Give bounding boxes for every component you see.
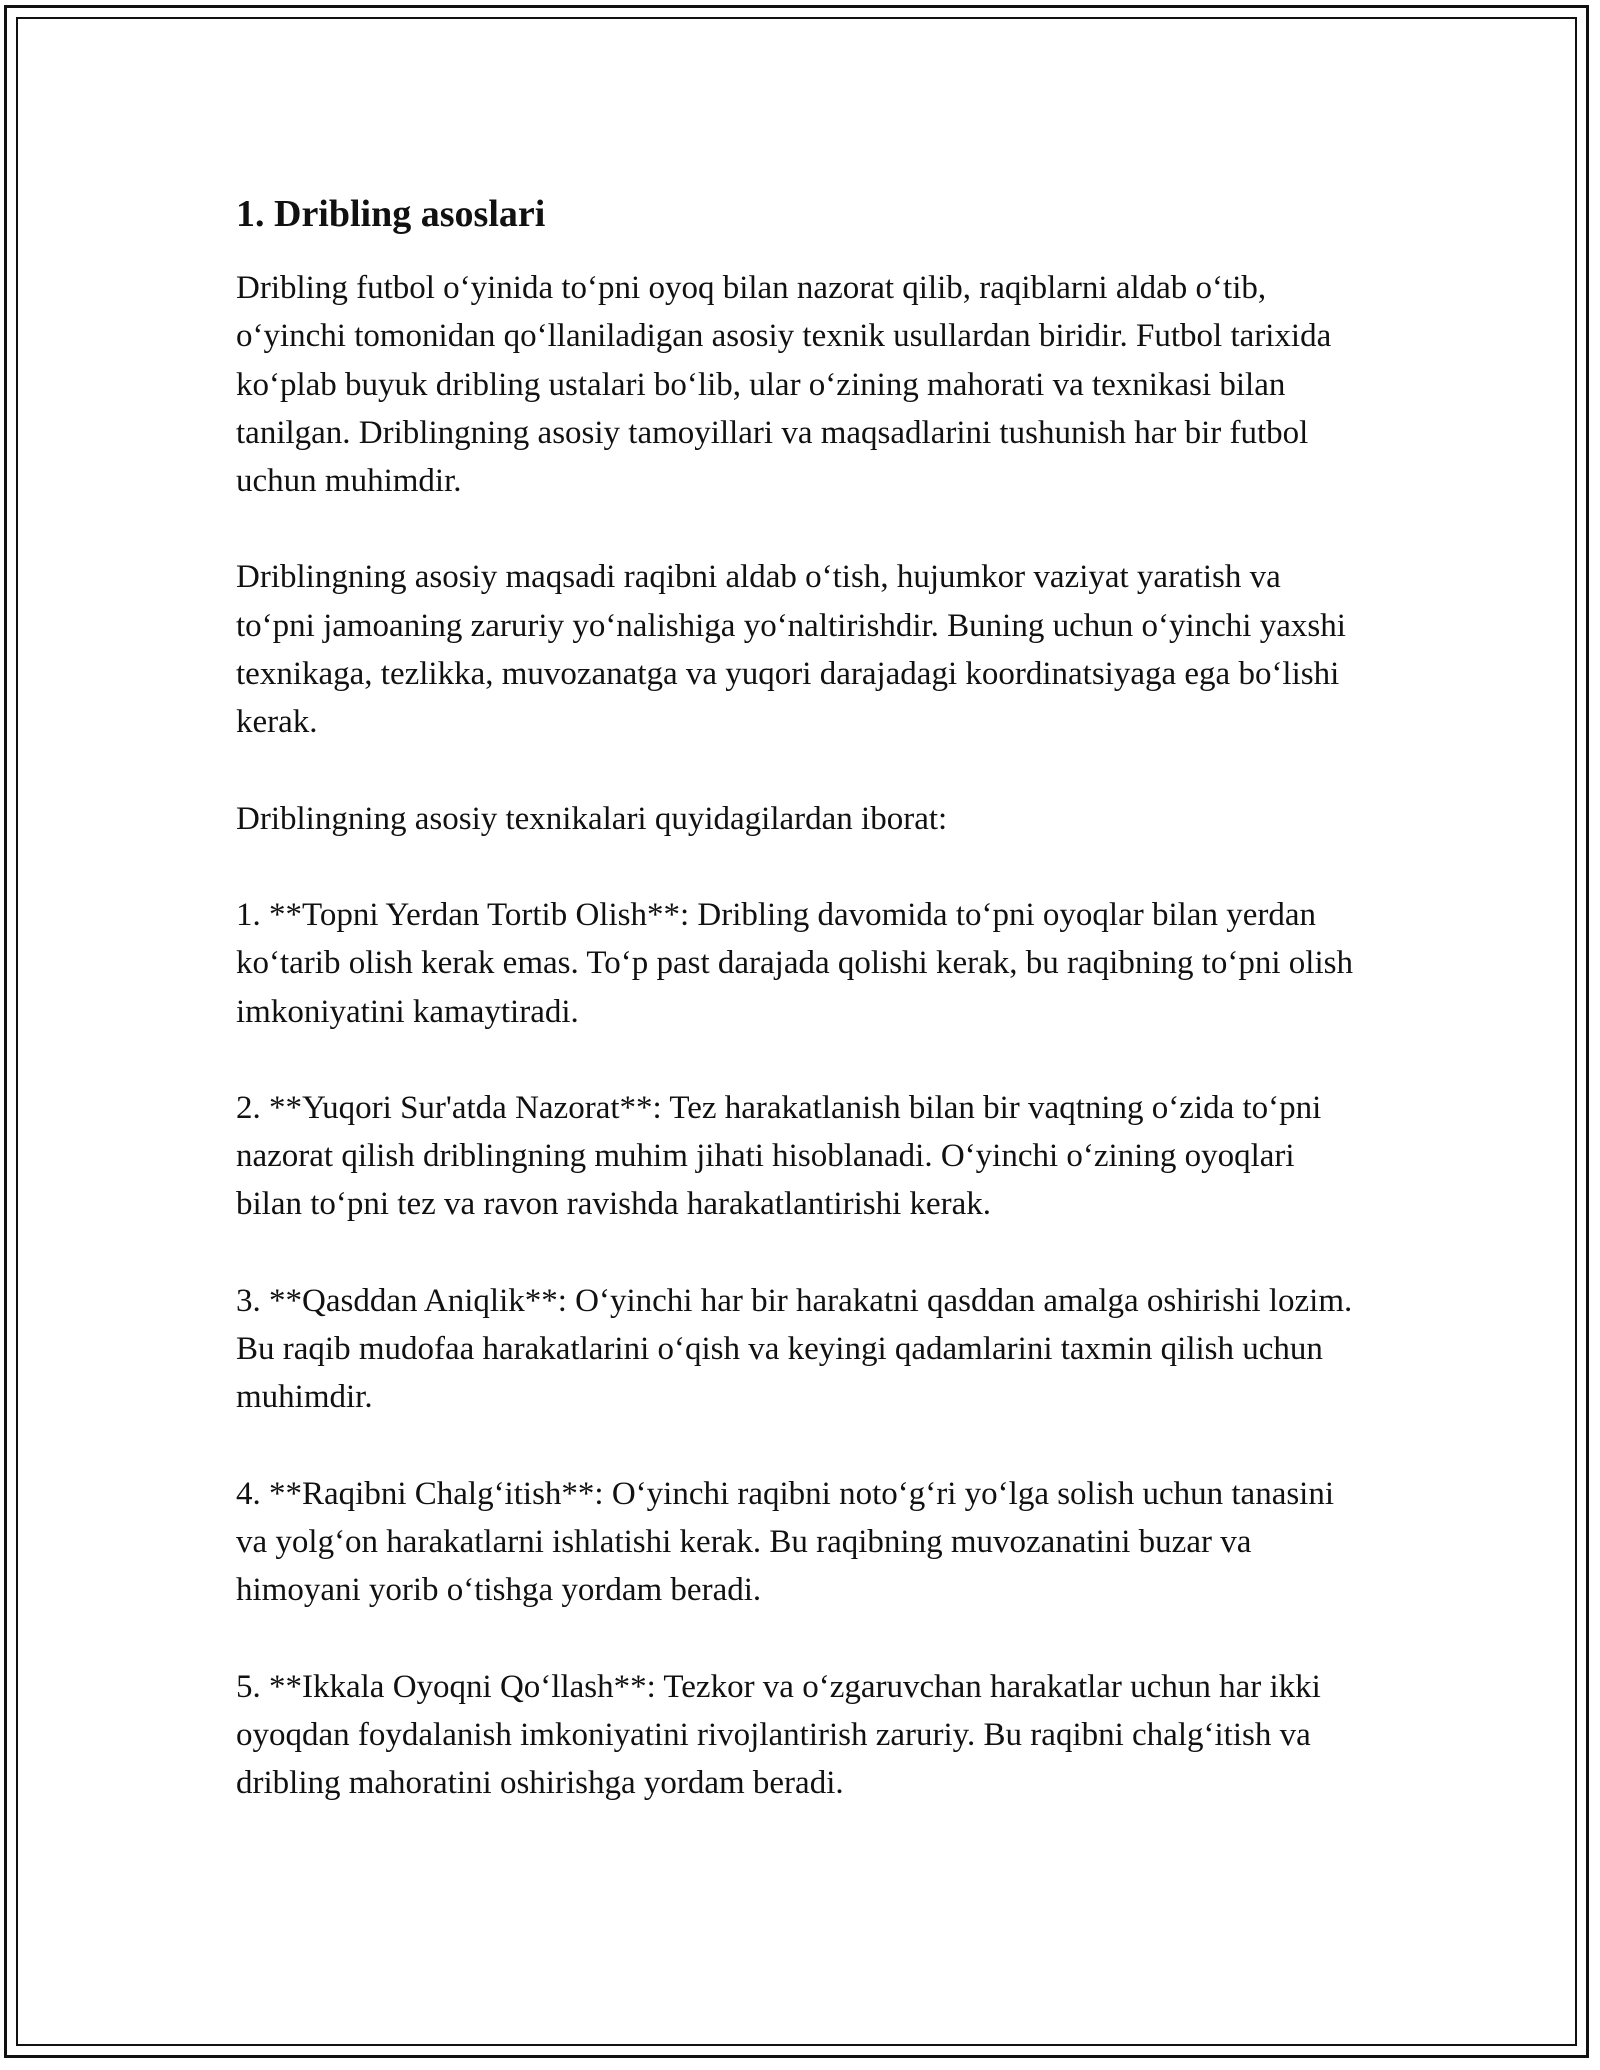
paragraph-intro: Dribling futbol o‘yinida to‘pni oyoq bilan nazorat qilib, raqiblarni aldab o‘tib, o‘yinchi tomonidan qo‘llaniladigan asosiy texnik usullardan biridir. Futbol tarixida ko‘plab buyuk dribling ustalari bo‘lib, ular o‘zining mahorati va texnikasi bilan tanilgan. Driblingning asosiy tamoyillari va maqsadlarini tushunish har bir futbol uchun muhimdir. [236, 270, 1332, 500]
section-heading: 1. Dribling asoslari [236, 193, 546, 235]
list-item-technique-1: 1. **Topni Yerdan Tortib Olish**: Dribling davomida to‘pni oyoqlar bilan yerdan ko‘tarib olish kerak emas. To‘p past darajada qolishi kerak, bu raqibning to‘pni olish imkoniyatini kamaytiradi. [236, 896, 1353, 1030]
paragraph-techniques-intro: Driblingning asosiy texnikalari quyidagilardan iborat: [236, 800, 948, 837]
list-item-technique-3: 3. **Qasddan Aniqlik**: O‘yinchi har bir harakatni qasddan amalga oshirishi lozim. Bu raqib mudofaa harakatlarini o‘qish va keyingi qadamlarini taxmin qilish uchun muhimdir. [236, 1282, 1353, 1416]
list-item-technique-2: 2. **Yuqori Sur'atda Nazorat**: Tez harakatlanish bilan bir vaqtning o‘zida to‘pni nazorat qilish driblingning muhim jihati hisoblanadi. O‘yinchi o‘zining oyoqlari bilan to‘pni tez va ravon ravishda harakatlantirishi kerak. [236, 1089, 1322, 1223]
list-item-technique-4: 4. **Raqibni Chalg‘itish**: O‘yinchi raqibni noto‘g‘ri yo‘lga solish uchun tanasini va yolg‘on harakatlarni ishlatishi kerak. Bu raqibning muvozanatini buzar va himoyani yorib o‘tishga yordam beradi. [236, 1475, 1335, 1609]
list-item-technique-5: 5. **Ikkala Oyoqni Qo‘llash**: Tezkor va o‘zgaruvchan harakatlar uchun har ikki oyoqdan foydalanish imkoniyatini rivojlantirish zaruriy. Bu raqibni chalg‘itish va dribling mahoratini oshirishga yordam beradi. [236, 1668, 1321, 1802]
document-body [236, 186, 1366, 1855]
paragraph-purpose: Driblingning asosiy maqsadi raqibni aldab o‘tish, hujumkor vaziyat yaratish va to‘pni jamoaning zaruriy yo‘nalishiga yo‘naltirishdir. Buning uchun o‘yinchi yaxshi texnikaga, tezlikka, muvozanatga va yuqori darajadagi koordinatsiyaga ega bo‘lishi kerak. [236, 559, 1346, 741]
